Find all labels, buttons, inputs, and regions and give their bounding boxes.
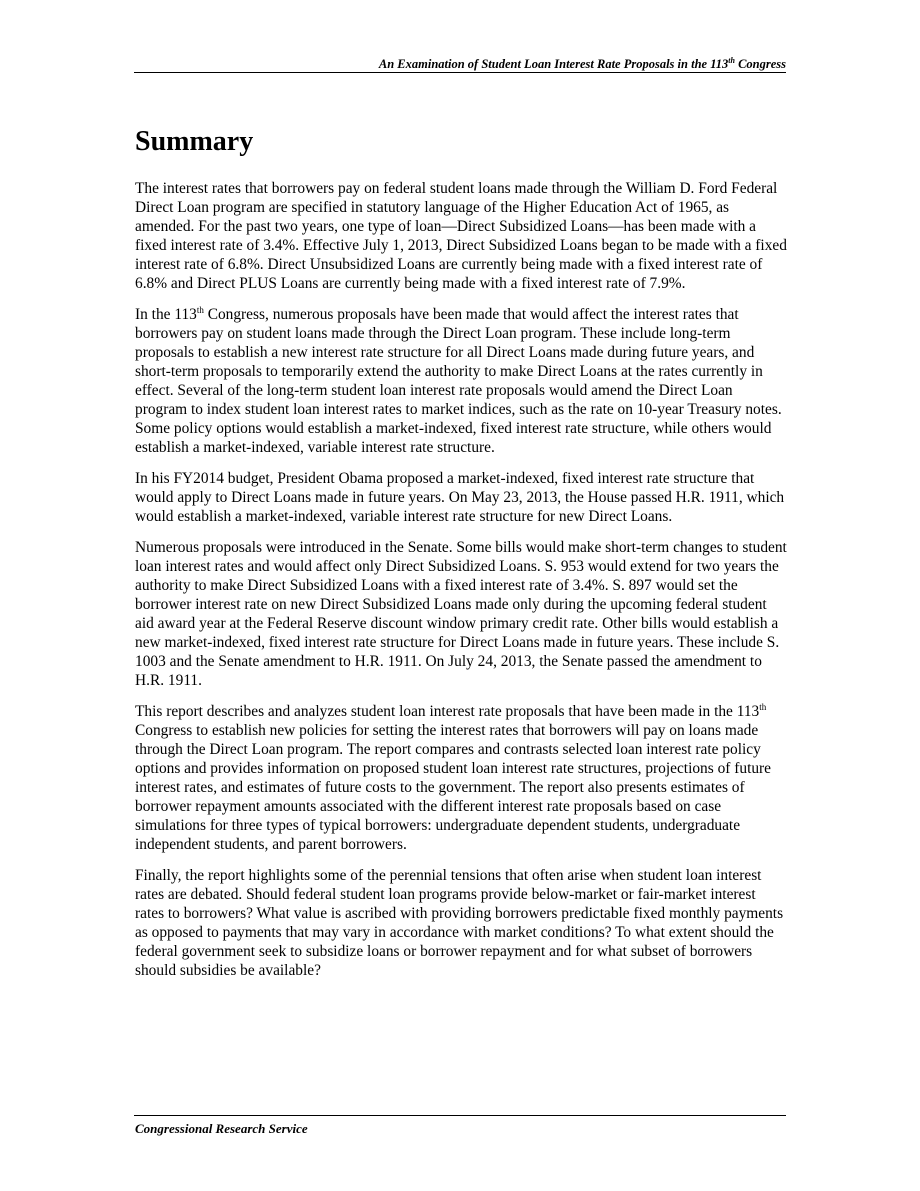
summary-paragraph-2 xyxy=(135,305,787,457)
paragraph-2-rest: Congress, numerous proposals have been made that would affect the interest rates that borrowers pay on student loans made through the Direct Loan program. These include long-term proposals to establish a new interest rate structure for all Direct Loans made during future years, and short-term proposals to temporarily extend the authority to make Direct Loans at the rates currently in effect. Several of the long-term student loan interest rate proposals would amend the Direct Loan program to index student loan interest rates to market indices, such as the rate on 10-year Treasury notes. Some policy options would establish a market-indexed, fixed interest rate structure, while others would establish a market-indexed, variable interest rate structure. xyxy=(135,306,782,456)
summary-paragraph-5 xyxy=(135,702,787,854)
paragraph-2-superscript: th xyxy=(196,304,204,315)
summary-section xyxy=(135,122,787,992)
summary-paragraph-4: Numerous proposals were introduced in the Senate. Some bills would make short-term changes to student loan interest rates and would affect only Direct Subsidized Loans. S. 953 would extend for two years the authority to make Direct Subsidized Loans with a fixed interest rate of 3.4%. S. 897 would set the borrower interest rate on new Direct Subsidized Loans made only during the upcoming federal student aid award year at the Federal Reserve discount window primary credit rate. Other bills would establish a new market-indexed, fixed interest rate structure for Direct Loans made in future years. These include S. 1003 and the Senate amendment to H.R. 1911. On July 24, 2013, the Senate passed the amendment to H.R. 1911. xyxy=(135,539,787,689)
running-header-title: An Examination of Student Loan Interest Rate Proposals in the 113 xyxy=(378,57,729,71)
running-header-superscript: th xyxy=(728,55,735,65)
summary-heading: Summary xyxy=(135,126,254,157)
running-header xyxy=(134,56,786,72)
summary-paragraph-1: The interest rates that borrowers pay on federal student loans made through the William D. Ford Federal Direct Loan program are specified in statutory language of the Higher Education Act of 1965, as amended. For the past two years, one type of loan—Direct Subsidized Loans—has been made with a fixed interest rate of 3.4%. Effective July 1, 2013, Direct Subsidized Loans began to be made with a fixed interest rate of 6.8%. Direct Unsubsidized Loans are currently being made with a fixed interest rate of 6.8% and Direct PLUS Loans are currently being made with a fixed interest rate of 7.9%. xyxy=(135,180,787,292)
paragraph-5-superscript: th xyxy=(759,701,767,712)
summary-paragraph-6: Finally, the report highlights some of the perennial tensions that often arise when student loan interest rates are debated. Should federal student loan programs provide below-market or fair-market interest rates to borrowers? What value is ascribed with providing borrowers predictable fixed monthly payments as opposed to payments that may vary in accordance with market conditions? To what extent should the federal government seek to subsidize loans or borrower repayment and for what subset of borrowers should subsidies be available? xyxy=(135,867,784,979)
paragraph-5-rest: Congress to establish new policies for setting the interest rates that borrowers will pay on loans made through the Direct Loan program. The report compares and contrasts selected loan interest rate policy options and provides information on proposed student loan interest rate structures, projections of future interest rates, and estimates of future costs to the government. The report also presents estimates of borrower repayment amounts associated with the different interest rate proposals based on case simulations for three types of typical borrowers: undergraduate dependent students, undergraduate independent students, and parent borrowers. xyxy=(135,722,771,853)
header-rule xyxy=(134,72,786,73)
summary-paragraph-3: In his FY2014 budget, President Obama proposed a market-indexed, fixed interest rate structure that would apply to Direct Loans made in future years. On May 23, 2013, the House passed H.R. 1911, which would establish a market-indexed, variable interest rate structure for new Direct Loans. xyxy=(135,470,785,525)
paragraph-2-start: In the 113 xyxy=(135,306,197,323)
running-header-title-end: Congress xyxy=(734,57,786,71)
footer-rule xyxy=(134,1115,786,1116)
page-footer: Congressional Research Service xyxy=(135,1121,308,1136)
paragraph-5-start: This report describes and analyzes student loan interest rate proposals that have been made in the 113 xyxy=(135,703,760,720)
